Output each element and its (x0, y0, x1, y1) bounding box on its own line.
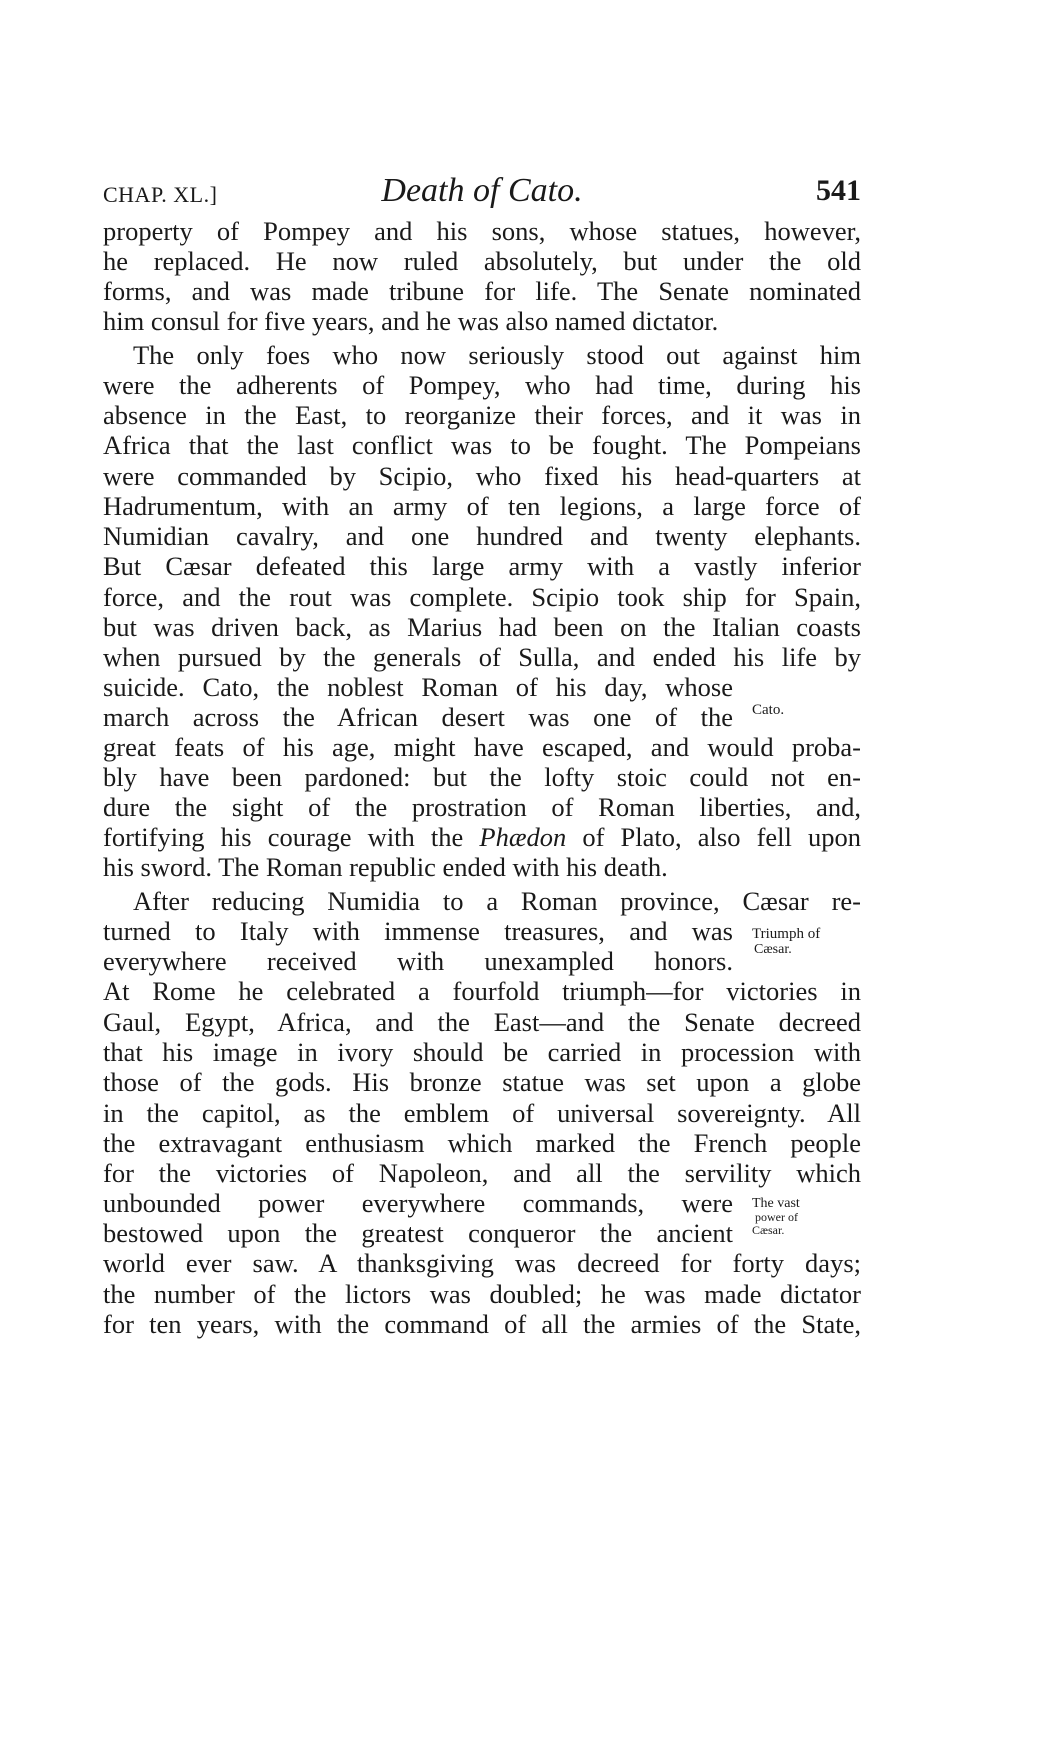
margin-note-triumph: Triumph of (752, 926, 821, 942)
text-line: everywhere received with unexampled honors. (103, 946, 733, 976)
text-line: when pursued by the generals of Sulla, and ended his life by (103, 642, 861, 672)
text-line: bly have been pardoned: but the lofty stoic could not en- (103, 762, 861, 792)
text-line: Numidian cavalry, and one hundred and twenty elephants. (103, 521, 861, 551)
text-line: for the victories of Napoleon, and all the servility which (103, 1158, 861, 1188)
running-header (103, 172, 861, 212)
book-title: Phædon (479, 822, 567, 852)
text-line: him consul for five years, and he was also named dictator. (103, 306, 719, 336)
text-line: the number of the lictors was doubled; he was made dictator (103, 1279, 861, 1309)
text-line: property of Pompey and his sons, whose statues, however, (103, 216, 861, 246)
text-line: march across the African desert was one of the (103, 702, 733, 732)
text-line: he replaced. He now ruled absolutely, but under the old (103, 246, 861, 276)
text-line: unbounded power everywhere commands, were (103, 1188, 733, 1218)
margin-note-power: power of (755, 1210, 798, 1224)
text-line: his sword. The Roman republic ended with his death. (103, 852, 668, 882)
text-line: in the capitol, as the emblem of universal sovereignty. All (103, 1098, 861, 1128)
text-line: for ten years, with the command of all the armies of the State, (103, 1309, 861, 1339)
text-line: but was driven back, as Marius had been on the Italian coasts (103, 612, 861, 642)
text-line: that his image in ivory should be carried in procession with (103, 1037, 861, 1067)
text-line: absence in the East, to reorganize their forces, and it was in (103, 400, 861, 430)
margin-note-cato: Cato. (752, 702, 785, 718)
text-line: The only foes who now seriously stood out against him (133, 340, 861, 370)
text-line: dure the sight of the prostration of Roman liberties, and, (103, 792, 861, 822)
text-fragment: of Plato, also fell upon (566, 822, 861, 852)
chapter-label: CHAP. XL.] (103, 182, 218, 207)
text-fragment: fortifying his courage with the (103, 822, 480, 852)
margin-note-power: Cæsar. (752, 1223, 785, 1237)
text-line: But Cæsar defeated this large army with a vastly inferior (103, 551, 861, 581)
margin-note-power: The vast (752, 1196, 800, 1211)
page-title: Death of Cato. (381, 172, 583, 209)
text-line (103, 820, 861, 854)
text-line: suicide. Cato, the noblest Roman of his day, whose (103, 672, 733, 702)
text-line: were commanded by Scipio, who fixed his head-quarters at (103, 461, 861, 491)
text-line: forms, and was made tribune for life. The Senate nominated (103, 276, 861, 306)
text-line: turned to Italy with immense treasures, and was (103, 916, 733, 946)
text-line: After reducing Numidia to a Roman province, Cæsar re- (133, 886, 861, 916)
page-number: 541 (816, 174, 861, 207)
text-line: bestowed upon the greatest conqueror the ancient (103, 1218, 733, 1248)
text-line: Hadrumentum, with an army of ten legions, a large force of (103, 491, 861, 521)
text-line: Africa that the last conflict was to be fought. The Pompeians (103, 430, 861, 460)
margin-note-triumph: Cæsar. (754, 942, 792, 957)
text-line: the extravagant enthusiasm which marked the French people (103, 1128, 861, 1158)
text-line: were the adherents of Pompey, who had time, during his (103, 370, 861, 400)
text-line: Gaul, Egypt, Africa, and the East—and the Senate decreed (103, 1007, 861, 1037)
text-line: world ever saw. A thanksgiving was decreed for forty days; (103, 1248, 861, 1278)
text-line: force, and the rout was complete. Scipio took ship for Spain, (103, 582, 861, 612)
text-line: great feats of his age, might have escaped, and would proba- (103, 732, 861, 762)
text-line: At Rome he celebrated a fourfold triumph—for victories in (103, 976, 861, 1006)
text-line: those of the gods. His bronze statue was set upon a globe (103, 1067, 861, 1097)
